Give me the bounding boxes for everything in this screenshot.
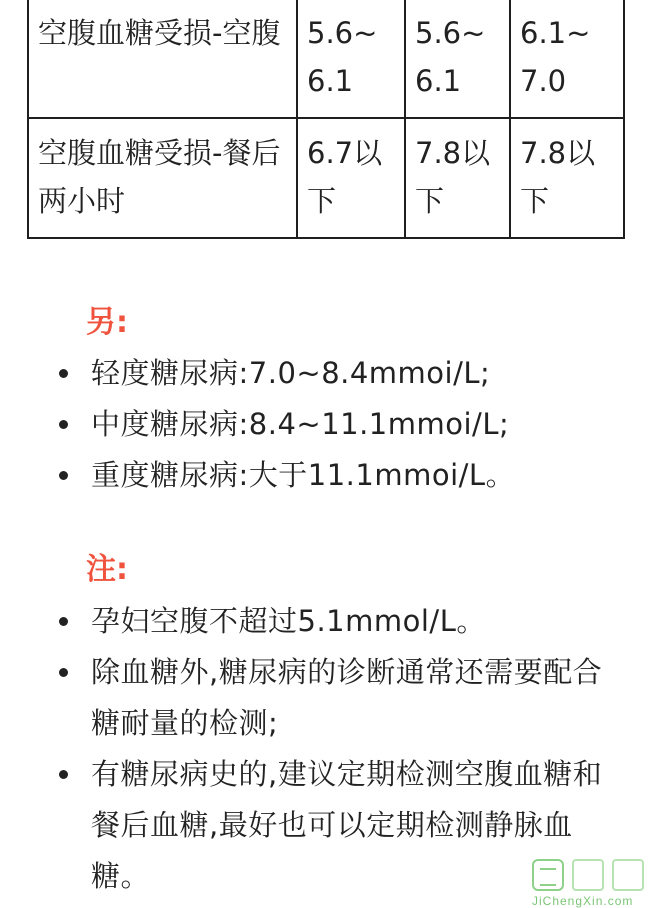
list-item [56,596,626,647]
row-label: 空腹血糖受损-餐后两小时 [28,118,297,238]
list-item [56,450,626,501]
bullet-icon [59,420,68,429]
bullet-icon [59,471,68,480]
site-logo-icon [532,859,564,891]
site-watermark [532,859,647,907]
table-cell: 6.1~7.0 [510,0,624,118]
table-cell: 7.8以下 [405,118,510,238]
diabetes-levels-list [56,348,626,501]
list-item-text: 中度糖尿病:8.4~11.1mmoi/L; [91,407,510,441]
bullet-icon [59,770,68,779]
list-item [56,647,626,749]
table-row [28,0,624,118]
list-item-text: 重度糖尿病:大于11.1mmoi/L。 [91,458,516,492]
table-cell: 6.7以下 [297,118,405,238]
bullet-icon [59,668,68,677]
table-row [28,118,624,238]
logo-glyph-icon [612,859,644,891]
watermark-url: JiChengXin.com [532,894,634,908]
list-item-text: 孕妇空腹不超过5.1mmol/L。 [91,604,486,638]
row-label: 空腹血糖受损-空腹 [28,0,297,118]
notes-list [56,596,626,902]
logo-glyph-icon [572,859,604,891]
list-item [56,399,626,450]
bullet-icon [59,617,68,626]
bullet-icon [59,369,68,378]
list-item-text: 轻度糖尿病:7.0~8.4mmoi/L; [91,356,491,390]
extra-heading: 另: [86,305,128,340]
list-item [56,348,626,399]
table-cell: 5.6~6.1 [297,0,405,118]
list-item-text: 除血糖外,糖尿病的诊断通常还需要配合糖耐量的检测; [91,655,603,740]
table-cell: 7.8以下 [510,118,624,238]
glucose-table [27,0,625,239]
notes-heading: 注: [86,552,128,587]
table-cell: 5.6~6.1 [405,0,510,118]
list-item-text: 有糖尿病史的,建议定期检测空腹血糖和餐后血糖,最好也可以定期检测静脉血糖。 [91,757,603,893]
